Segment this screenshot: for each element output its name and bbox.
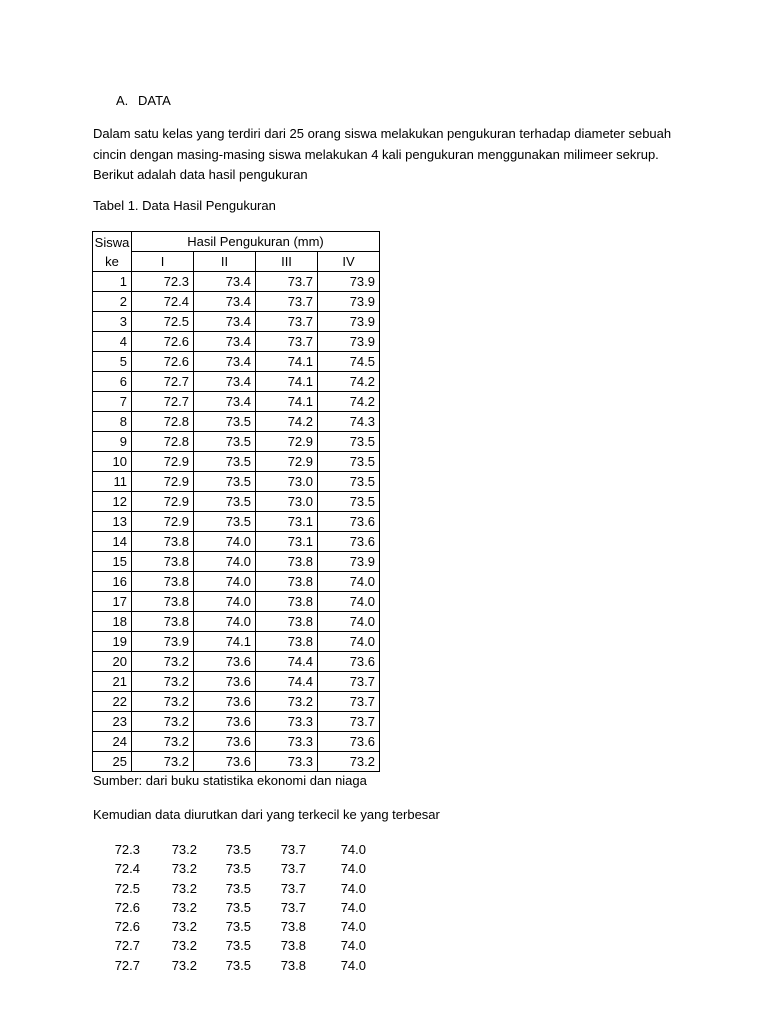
student-number-cell: 24: [93, 732, 132, 752]
sorted-value: 72.6: [114, 899, 140, 915]
measurement-cell: 72.8: [132, 432, 194, 452]
measurement-cell: 73.9: [318, 272, 380, 292]
table-row: [93, 732, 380, 752]
measurement-cell: 73.6: [318, 532, 380, 552]
table-row: [93, 492, 380, 512]
sorted-value: 73.5: [225, 957, 251, 973]
measurement-cell: 73.7: [318, 692, 380, 712]
measurement-cell: 73.7: [256, 312, 318, 332]
measurement-cell: 73.9: [318, 332, 380, 352]
column-header: II: [194, 252, 256, 272]
measurement-cell: 73.7: [256, 272, 318, 292]
measurement-cell: 72.9: [132, 512, 194, 532]
measurement-cell: 73.2: [132, 652, 194, 672]
measurement-cell: 74.2: [256, 412, 318, 432]
measurement-cell: 73.8: [256, 632, 318, 652]
sorted-value: 74.0: [340, 842, 366, 857]
sorted-value: 73.5: [225, 880, 251, 896]
measurement-cell: 73.8: [256, 612, 318, 632]
sorted-value: 73.2: [171, 842, 197, 857]
sorted-row: [104, 936, 366, 955]
measurement-cell: 74.0: [318, 612, 380, 632]
measurement-cell: 73.6: [318, 512, 380, 532]
student-number-cell: 16: [93, 572, 132, 592]
sorted-value: 72.6: [114, 919, 140, 935]
measurement-cell: 73.0: [256, 492, 318, 512]
measurement-cell: 74.1: [256, 372, 318, 392]
sorted-value: 74.0: [340, 899, 366, 915]
measurement-cell: 72.7: [132, 372, 194, 392]
section-title: DATA: [138, 93, 171, 108]
sorted-row: [104, 917, 366, 936]
table-row: [93, 412, 380, 432]
measurement-cell: 72.9: [256, 432, 318, 452]
measurement-cell: 74.0: [194, 532, 256, 552]
measurement-cell: 73.6: [194, 652, 256, 672]
student-number-cell: 4: [93, 332, 132, 352]
measurement-cell: 72.7: [132, 392, 194, 412]
measurement-cell: 73.6: [194, 692, 256, 712]
measurement-cell: 74.2: [318, 372, 380, 392]
student-number-cell: 1: [93, 272, 132, 292]
siswa-header: [93, 232, 132, 272]
student-number-cell: 13: [93, 512, 132, 532]
measurement-cell: 73.5: [318, 452, 380, 472]
measurement-cell: 73.2: [256, 692, 318, 712]
student-number-cell: 19: [93, 632, 132, 652]
measurement-cell: 73.5: [194, 432, 256, 452]
student-number-cell: 14: [93, 532, 132, 552]
sorted-row: [104, 879, 366, 898]
measurement-cell: 73.4: [194, 272, 256, 292]
measurement-cell: 74.0: [318, 592, 380, 612]
measurement-cell: 73.2: [132, 752, 194, 772]
measurement-cell: 73.2: [318, 752, 380, 772]
measurement-cell: 74.4: [256, 672, 318, 692]
intro-paragraph: [93, 124, 693, 186]
measurement-cell: 73.3: [256, 732, 318, 752]
sorted-row: [104, 859, 366, 878]
sorted-value: 73.5: [225, 861, 251, 877]
measurement-cell: 73.9: [318, 552, 380, 572]
measurement-cell: 73.7: [256, 292, 318, 312]
sorted-value: 73.5: [225, 842, 251, 857]
sorted-value: 73.5: [225, 938, 251, 954]
measurement-cell: 74.0: [194, 552, 256, 572]
measurement-cell: 72.5: [132, 312, 194, 332]
measurement-table: [92, 231, 380, 772]
table-row: [93, 312, 380, 332]
sorted-row: [104, 956, 366, 975]
measurement-cell: 73.2: [132, 712, 194, 732]
measurement-cell: 73.8: [132, 592, 194, 612]
source-note: Sumber: dari buku statistika ekonomi dan niaga: [93, 773, 367, 788]
measurement-cell: 72.3: [132, 272, 194, 292]
measurement-cell: 74.1: [256, 352, 318, 372]
sorted-value: 73.2: [171, 919, 197, 935]
measurement-cell: 73.8: [132, 572, 194, 592]
measurement-cell: 73.7: [318, 672, 380, 692]
table-caption: Tabel 1. Data Hasil Pengukuran: [93, 198, 276, 213]
sorted-value: 73.7: [280, 861, 306, 877]
student-number-cell: 7: [93, 392, 132, 412]
sorted-value: 72.5: [114, 880, 140, 896]
table-row: [93, 452, 380, 472]
measurement-cell: 73.2: [132, 692, 194, 712]
measurement-cell: 73.4: [194, 392, 256, 412]
table-row: [93, 512, 380, 532]
sorted-value: 73.8: [280, 957, 306, 973]
table-row: [93, 552, 380, 572]
section-heading: [116, 93, 171, 108]
sorted-value: 72.7: [114, 938, 140, 954]
table-row: [93, 572, 380, 592]
table-row: [93, 672, 380, 692]
student-number-cell: 12: [93, 492, 132, 512]
sorted-value: 73.5: [225, 919, 251, 935]
siswa-header-line: Siswa: [94, 234, 130, 250]
measurement-cell: 73.5: [194, 452, 256, 472]
student-number-cell: 10: [93, 452, 132, 472]
student-number-cell: 15: [93, 552, 132, 572]
sorted-value: 72.4: [114, 861, 140, 877]
sorted-value: 73.5: [225, 899, 251, 915]
intro-line: Dalam satu kelas yang terdiri dari 25 orang siswa melakukan pengukuran terhadap diameter sebuah: [93, 126, 672, 141]
sorted-value: 73.2: [171, 957, 197, 973]
measurement-cell: 73.8: [132, 612, 194, 632]
sorted-data-list: [104, 840, 366, 975]
measurement-cell: 72.9: [256, 452, 318, 472]
measurement-cell: 72.6: [132, 332, 194, 352]
table-row: [93, 592, 380, 612]
measurement-cell: 73.9: [318, 292, 380, 312]
sorted-caption: Kemudian data diurutkan dari yang terkecil ke yang terbesar: [93, 807, 440, 822]
measurement-cell: 73.8: [256, 552, 318, 572]
student-number-cell: 11: [93, 472, 132, 492]
measurement-cell: 73.8: [256, 572, 318, 592]
measurement-cell: 73.5: [318, 432, 380, 452]
intro-line: cincin dengan masing-masing siswa melakukan 4 kali pengukuran menggunakan milimeer sekrup.: [93, 146, 659, 162]
measurement-cell: 74.1: [194, 632, 256, 652]
measurement-cell: 72.9: [132, 472, 194, 492]
measurement-cell: 73.4: [194, 292, 256, 312]
measurement-cell: 73.5: [318, 492, 380, 512]
measurement-cell: 73.9: [318, 312, 380, 332]
student-number-cell: 23: [93, 712, 132, 732]
sorted-value: 74.0: [340, 919, 366, 935]
measurement-cell: 73.6: [318, 732, 380, 752]
measurement-cell: 73.1: [256, 532, 318, 552]
measurement-cell: 74.4: [256, 652, 318, 672]
student-number-cell: 17: [93, 592, 132, 612]
sorted-value: 73.2: [171, 938, 197, 954]
table-row: [93, 692, 380, 712]
table-row: [93, 352, 380, 372]
sorted-value: 72.3: [114, 842, 140, 857]
sorted-value: 73.2: [171, 899, 197, 915]
intro-line: Berikut adalah data hasil pengukuran: [93, 167, 308, 182]
measurement-cell: 73.7: [256, 332, 318, 352]
measurement-cell: 73.5: [194, 492, 256, 512]
sorted-value: 74.0: [340, 880, 366, 896]
measurement-cell: 72.6: [132, 352, 194, 372]
measurement-cell: 73.6: [194, 712, 256, 732]
table-row: [93, 372, 380, 392]
measurement-cell: 73.8: [132, 552, 194, 572]
column-header: I: [132, 252, 194, 272]
table-body: [93, 272, 380, 772]
measurement-cell: 73.4: [194, 332, 256, 352]
measurement-cell: 72.9: [132, 452, 194, 472]
measurement-cell: 74.0: [318, 632, 380, 652]
sorted-value: 73.2: [171, 880, 197, 896]
table-row: [93, 392, 380, 412]
sorted-value: 72.7: [114, 957, 140, 973]
measurement-cell: 73.5: [194, 472, 256, 492]
measurement-cell: 74.2: [318, 392, 380, 412]
column-header: III: [256, 252, 318, 272]
student-number-cell: 21: [93, 672, 132, 692]
sorted-row: [104, 898, 366, 917]
sorted-value: 73.7: [280, 899, 306, 915]
student-number-cell: 3: [93, 312, 132, 332]
measurement-cell: 73.4: [194, 372, 256, 392]
sorted-value: 74.0: [340, 938, 366, 954]
section-letter: A.: [116, 93, 129, 108]
measurement-cell: 74.0: [194, 612, 256, 632]
sorted-value: 73.7: [280, 880, 306, 896]
measurement-cell: 73.6: [318, 652, 380, 672]
sorted-value: 73.2: [171, 861, 197, 877]
measurement-cell: 73.8: [256, 592, 318, 612]
student-number-cell: 20: [93, 652, 132, 672]
measurement-cell: 73.7: [318, 712, 380, 732]
table-row: [93, 532, 380, 552]
student-number-cell: 5: [93, 352, 132, 372]
column-header: IV: [318, 252, 380, 272]
measurement-cell: 72.9: [132, 492, 194, 512]
measurement-cell: 73.8: [132, 532, 194, 552]
table-row: [93, 632, 380, 652]
measurement-cell: 74.0: [194, 572, 256, 592]
student-number-cell: 18: [93, 612, 132, 632]
student-number-cell: 8: [93, 412, 132, 432]
measurement-cell: 74.0: [194, 592, 256, 612]
student-number-cell: 2: [93, 292, 132, 312]
table-row: [93, 652, 380, 672]
measurement-cell: 72.8: [132, 412, 194, 432]
siswa-header-line: ke: [105, 253, 119, 269]
measurement-cell: 73.4: [194, 352, 256, 372]
table-row: [93, 712, 380, 732]
measurement-cell: 72.4: [132, 292, 194, 312]
student-number-cell: 25: [93, 752, 132, 772]
measurement-cell: 73.1: [256, 512, 318, 532]
table-row: [93, 292, 380, 312]
measurement-cell: 73.6: [194, 752, 256, 772]
measurement-cell: 73.6: [194, 672, 256, 692]
student-number-cell: 9: [93, 432, 132, 452]
table-row: [93, 432, 380, 452]
measurement-cell: 73.4: [194, 312, 256, 332]
table-row: [93, 752, 380, 772]
measurement-cell: 73.5: [194, 412, 256, 432]
group-header: Hasil Pengukuran (mm): [132, 232, 380, 252]
table-row: [93, 472, 380, 492]
measurement-cell: 74.3: [318, 412, 380, 432]
measurement-cell: 73.2: [132, 732, 194, 752]
measurement-cell: 74.0: [318, 572, 380, 592]
sorted-value: 73.8: [280, 938, 306, 954]
sorted-value: 74.0: [340, 957, 366, 973]
table-row: [93, 272, 380, 292]
sorted-row: [104, 840, 366, 859]
sorted-value: 73.8: [280, 919, 306, 935]
student-number-cell: 22: [93, 692, 132, 712]
sorted-value: 74.0: [340, 861, 366, 877]
measurement-cell: 73.0: [256, 472, 318, 492]
measurement-cell: 73.5: [194, 512, 256, 532]
sorted-value: 73.7: [280, 842, 306, 857]
measurement-cell: 73.6: [194, 732, 256, 752]
student-number-cell: 6: [93, 372, 132, 392]
table-row: [93, 332, 380, 352]
measurement-cell: 74.1: [256, 392, 318, 412]
measurement-cell: 73.3: [256, 712, 318, 732]
measurement-cell: 73.3: [256, 752, 318, 772]
measurement-cell: 73.9: [132, 632, 194, 652]
measurement-cell: 73.2: [132, 672, 194, 692]
measurement-cell: 73.5: [318, 472, 380, 492]
table-row: [93, 612, 380, 632]
measurement-cell: 74.5: [318, 352, 380, 372]
